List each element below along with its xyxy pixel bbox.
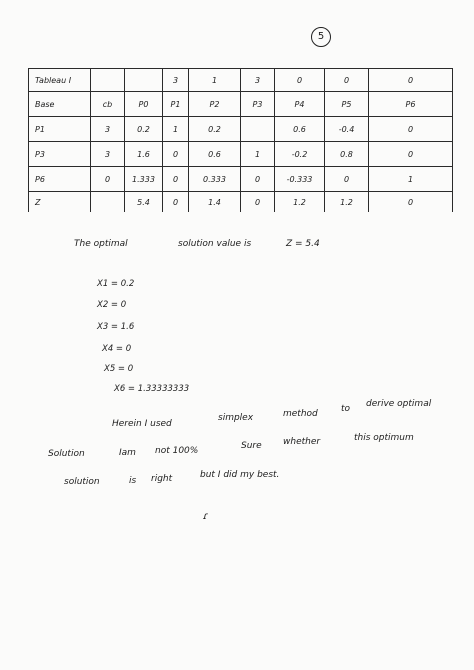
table-cell: 1 <box>369 167 453 192</box>
table-cell: 0 <box>369 192 453 213</box>
comment-word: method <box>283 409 318 419</box>
table-row <box>29 117 453 142</box>
comment-word: is <box>129 476 137 486</box>
column-header: P3 <box>241 92 275 117</box>
tableau-column-header-row <box>29 92 453 117</box>
table-cell: 0.333 <box>189 167 241 192</box>
table-cell: -0.333 <box>275 167 325 192</box>
header-cell: 0 <box>325 69 369 92</box>
header-cell: 3 <box>163 69 189 92</box>
table-row <box>29 142 453 167</box>
table-cell: 0.6 <box>189 142 241 167</box>
table-cell: 0 <box>325 167 369 192</box>
variable-value: X5 = 0 <box>104 364 134 374</box>
table-cell: P1 <box>29 117 91 142</box>
variable-value: X2 = 0 <box>97 300 127 310</box>
table-cell: 0 <box>369 117 453 142</box>
table-cell: 0 <box>241 192 275 213</box>
table-cell: 1.6 <box>125 142 163 167</box>
comment-word: this optimum <box>354 433 414 443</box>
column-header: P1 <box>163 92 189 117</box>
variable-value: X3 = 1.6 <box>97 322 135 332</box>
simplex-tableau <box>28 68 453 212</box>
header-cell: 0 <box>275 69 325 92</box>
table-cell: Z <box>29 192 91 213</box>
table-cell: 0 <box>91 167 125 192</box>
table-cell: 0 <box>369 142 453 167</box>
table-row <box>29 192 453 213</box>
comment-word: Iam <box>119 448 136 458</box>
table-cell: 5.4 <box>125 192 163 213</box>
stray-pen-mark: ɾ <box>203 511 209 522</box>
variable-value: X6 = 1.33333333 <box>114 384 190 394</box>
tableau-cost-row <box>29 69 453 92</box>
comment-word: derive optimal <box>366 399 432 409</box>
header-cell <box>125 69 163 92</box>
column-header: Base <box>29 92 91 117</box>
variable-value: X4 = 0 <box>102 344 132 354</box>
table-cell: 0.8 <box>325 142 369 167</box>
table-cell: -0.2 <box>275 142 325 167</box>
header-cell: 3 <box>241 69 275 92</box>
table-cell <box>91 192 125 213</box>
table-cell: 1.2 <box>275 192 325 213</box>
comment-word: to <box>341 404 351 414</box>
comment-word: right <box>151 474 173 484</box>
column-header: cb <box>91 92 125 117</box>
comment-word: but I did my best. <box>200 470 280 480</box>
table-cell: 0 <box>163 167 189 192</box>
table-cell: 1.333 <box>125 167 163 192</box>
table-row <box>29 167 453 192</box>
comment-word: solution <box>64 477 100 487</box>
table-cell: -0.4 <box>325 117 369 142</box>
table-cell: 0 <box>241 167 275 192</box>
optimal-text: The optimal <box>74 239 128 249</box>
page-number: 5 <box>311 27 331 47</box>
table-cell: P6 <box>29 167 91 192</box>
table-cell <box>241 117 275 142</box>
comment-word: Sure <box>241 441 262 451</box>
comment-word: Solution <box>48 449 85 459</box>
comment-word: whether <box>283 437 321 447</box>
table-cell: 3 <box>91 117 125 142</box>
comment-word: not 100% <box>155 446 199 456</box>
header-cell <box>91 69 125 92</box>
tableau-title: Tableau I <box>29 69 91 92</box>
table-cell: 0.2 <box>189 117 241 142</box>
table-cell: 1 <box>163 117 189 142</box>
column-header: P4 <box>275 92 325 117</box>
table-cell: 0.2 <box>125 117 163 142</box>
table-cell: 1 <box>241 142 275 167</box>
column-header: P0 <box>125 92 163 117</box>
optimal-text: solution value is <box>178 239 252 249</box>
optimal-value: Z = 5.4 <box>286 239 320 249</box>
table-cell: 0 <box>163 142 189 167</box>
column-header: P2 <box>189 92 241 117</box>
table-cell: 3 <box>91 142 125 167</box>
variable-value: X1 = 0.2 <box>97 279 135 289</box>
column-header: P6 <box>369 92 453 117</box>
header-cell: 1 <box>189 69 241 92</box>
comment-word: simplex <box>218 413 254 423</box>
header-cell: 0 <box>369 69 453 92</box>
table-cell: 1.4 <box>189 192 241 213</box>
table-cell: P3 <box>29 142 91 167</box>
table-cell: 1.2 <box>325 192 369 213</box>
comment-word: Herein I used <box>112 419 172 429</box>
column-header: P5 <box>325 92 369 117</box>
table-cell: 0 <box>163 192 189 213</box>
table-cell: 0.6 <box>275 117 325 142</box>
